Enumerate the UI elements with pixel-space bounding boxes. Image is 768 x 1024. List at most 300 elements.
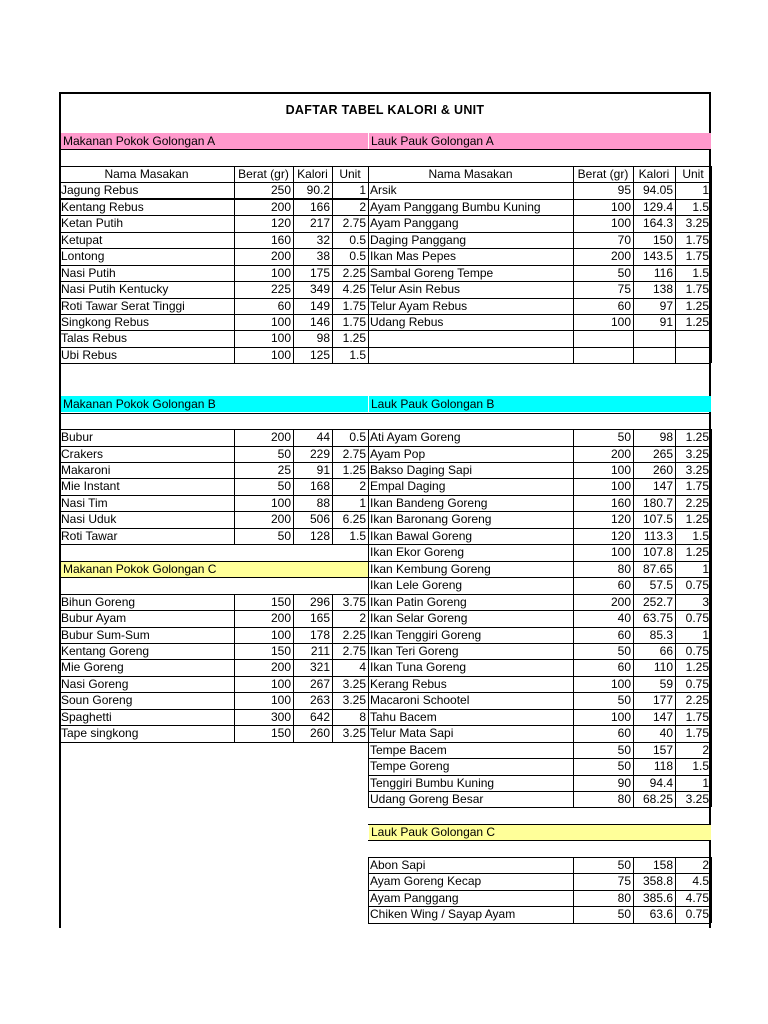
food-name: Ikan Selar Goreng xyxy=(370,611,468,625)
food-unit: 3.25 xyxy=(342,726,366,740)
food-weight: 60 xyxy=(617,726,631,740)
food-unit: 0.75 xyxy=(685,677,709,691)
food-calories: 44 xyxy=(316,430,330,444)
food-unit: 4.25 xyxy=(342,282,366,296)
grid-line-horizontal xyxy=(59,676,368,677)
grid-line-horizontal xyxy=(368,890,711,891)
food-unit: 1.25 xyxy=(685,299,709,313)
grid-line-horizontal xyxy=(59,199,368,200)
food-name: Mie Instant xyxy=(61,479,120,493)
grid-line-horizontal xyxy=(368,265,711,266)
food-name: Tape singkong xyxy=(61,726,139,740)
food-weight: 100 xyxy=(270,677,291,691)
grid-line-horizontal xyxy=(61,577,368,578)
grid-line-horizontal xyxy=(368,199,711,200)
food-name: Singkong Rebus xyxy=(61,315,150,329)
food-calories: 211 xyxy=(310,644,330,658)
food-unit: 1 xyxy=(702,183,709,197)
food-name: Arsik xyxy=(370,183,397,197)
food-weight: 70 xyxy=(617,233,631,247)
food-weight: 75 xyxy=(617,874,631,888)
grid-line-horizontal xyxy=(368,330,711,331)
food-weight: 60 xyxy=(617,660,631,674)
grid-line-vertical xyxy=(573,857,574,923)
grid-line-horizontal xyxy=(368,824,711,825)
food-name: Ikan Baronang Goreng xyxy=(370,512,492,526)
food-calories: 252.7 xyxy=(642,595,673,609)
food-name: Ikan Kembung Goreng xyxy=(370,562,491,576)
food-unit: 3.25 xyxy=(685,463,709,477)
food-weight: 95 xyxy=(617,183,631,197)
food-name: Ikan Patin Goreng xyxy=(370,595,467,609)
grid-line-horizontal xyxy=(368,314,711,315)
food-weight: 100 xyxy=(270,315,291,329)
food-weight: 50 xyxy=(617,858,631,872)
grid-line-horizontal xyxy=(59,314,368,315)
food-calories: 168 xyxy=(309,479,330,493)
food-calories: 125 xyxy=(309,348,330,362)
food-weight: 225 xyxy=(270,282,291,296)
food-calories: 107.8 xyxy=(642,545,673,559)
food-name: Macaroni Schootel xyxy=(370,693,470,707)
grid-line-horizontal xyxy=(59,725,368,726)
grid-line-horizontal xyxy=(368,511,711,512)
food-calories: 143.5 xyxy=(642,249,673,263)
food-unit: 3.25 xyxy=(342,677,366,691)
food-unit: 1.75 xyxy=(342,299,366,313)
food-calories: 267 xyxy=(309,677,330,691)
food-calories: 147 xyxy=(652,710,673,724)
food-weight: 80 xyxy=(617,891,631,905)
food-weight: 100 xyxy=(610,479,631,493)
column-header-name: Nama Masakan xyxy=(104,167,189,181)
food-unit: 1 xyxy=(702,628,709,642)
food-unit: 0.75 xyxy=(685,907,709,921)
food-calories: 63.6 xyxy=(649,907,673,921)
grid-line-horizontal xyxy=(368,692,711,693)
grid-line-vertical xyxy=(368,429,369,807)
food-name: Nasi Uduk xyxy=(61,512,117,526)
food-weight: 100 xyxy=(270,266,291,280)
food-name: Tempe Goreng xyxy=(370,759,450,773)
food-unit: 1.5 xyxy=(349,348,366,362)
food-weight: 50 xyxy=(617,693,631,707)
grid-line-vertical xyxy=(711,857,712,923)
food-unit: 0.5 xyxy=(349,249,366,263)
food-weight: 200 xyxy=(270,660,291,674)
grid-line-horizontal xyxy=(368,725,711,726)
food-weight: 160 xyxy=(610,496,631,510)
grid-line-horizontal xyxy=(368,594,711,595)
food-calories: 178 xyxy=(309,628,330,642)
food-calories: 358.8 xyxy=(642,874,673,888)
page-title: DAFTAR TABEL KALORI & UNIT xyxy=(285,103,485,117)
grid-line-vertical xyxy=(293,182,294,363)
food-weight: 160 xyxy=(270,233,291,247)
grid-line-horizontal xyxy=(368,758,711,759)
food-calories: 158 xyxy=(652,858,673,872)
food-weight: 120 xyxy=(610,529,631,543)
grid-line-vertical xyxy=(332,429,333,544)
food-weight: 120 xyxy=(270,216,291,230)
food-unit: 1.75 xyxy=(685,710,709,724)
grid-line-vertical xyxy=(368,166,369,182)
food-name: Ayam Panggang xyxy=(370,891,459,905)
food-weight: 200 xyxy=(270,200,291,214)
food-name: Nasi Goreng xyxy=(61,677,129,691)
grid-line-horizontal xyxy=(59,232,368,233)
food-name: Lontong xyxy=(61,249,105,263)
food-calories: 57.5 xyxy=(649,578,673,592)
food-weight: 150 xyxy=(270,595,291,609)
food-calories: 98 xyxy=(316,331,330,345)
food-name: Roti Tawar xyxy=(61,529,118,543)
food-name: Telur Asin Rebus xyxy=(370,282,461,296)
food-name: Empal Daging xyxy=(370,479,446,493)
food-calories: 260 xyxy=(652,463,673,477)
food-name: Ikan Tenggiri Goreng xyxy=(370,628,482,642)
food-unit: 4 xyxy=(359,660,366,674)
food-unit: 1.25 xyxy=(685,545,709,559)
food-unit: 1.75 xyxy=(685,479,709,493)
grid-line-horizontal xyxy=(368,709,711,710)
grid-line-vertical xyxy=(711,182,712,363)
grid-line-horizontal xyxy=(368,166,711,167)
grid-line-vertical xyxy=(573,182,574,363)
food-calories: 91 xyxy=(659,315,673,329)
grid-line-horizontal xyxy=(61,149,368,150)
grid-line-horizontal xyxy=(368,232,711,233)
food-name: Ikan Mas Pepes xyxy=(370,249,457,263)
food-weight: 100 xyxy=(610,216,631,230)
grid-line-horizontal xyxy=(368,298,711,299)
food-name: Nasi Putih Kentucky xyxy=(61,282,169,296)
food-weight: 60 xyxy=(617,628,631,642)
food-calories: 87.65 xyxy=(642,562,673,576)
food-name: Udang Rebus xyxy=(370,315,444,329)
food-weight: 100 xyxy=(610,200,631,214)
food-name: Chiken Wing / Sayap Ayam xyxy=(370,907,516,921)
grid-line-horizontal xyxy=(61,413,368,414)
grid-line-horizontal xyxy=(368,495,711,496)
grid-line-vertical xyxy=(59,429,60,544)
food-unit: 1.25 xyxy=(342,463,366,477)
column-header-calories: Kalori xyxy=(638,167,670,181)
food-weight: 100 xyxy=(270,348,291,362)
food-weight: 100 xyxy=(270,331,291,345)
food-name: Kerang Rebus xyxy=(370,677,447,691)
group-header: Makanan Pokok Golongan B xyxy=(61,396,368,412)
food-weight: 50 xyxy=(617,759,631,773)
grid-line-vertical xyxy=(59,594,60,742)
food-weight: 80 xyxy=(617,792,631,806)
food-calories: 113.3 xyxy=(643,529,673,543)
food-name: Talas Rebus xyxy=(61,331,128,345)
food-unit: 1.5 xyxy=(692,200,709,214)
food-name: Spaghetti xyxy=(61,710,112,724)
grid-line-horizontal xyxy=(59,166,368,167)
grid-line-horizontal xyxy=(59,446,368,447)
grid-line-horizontal xyxy=(368,347,711,348)
food-calories: 166 xyxy=(309,200,330,214)
food-calories: 296 xyxy=(309,595,330,609)
food-name: Ketupat xyxy=(61,233,103,247)
grid-line-horizontal xyxy=(59,478,368,479)
food-unit: 1.25 xyxy=(685,512,709,526)
grid-line-vertical xyxy=(633,857,634,923)
food-unit: 3.25 xyxy=(685,792,709,806)
food-weight: 200 xyxy=(270,512,291,526)
grid-line-horizontal xyxy=(368,906,711,907)
grid-line-horizontal xyxy=(59,610,368,611)
grid-line-horizontal xyxy=(61,561,368,562)
food-unit: 1 xyxy=(702,776,709,790)
food-name: Kentang Goreng xyxy=(61,644,150,658)
food-unit: 2 xyxy=(359,479,366,493)
food-unit: 2.75 xyxy=(342,447,366,461)
food-calories: 180.7 xyxy=(642,496,673,510)
food-unit: 1.25 xyxy=(685,660,709,674)
food-name: Tenggiri Bumbu Kuning xyxy=(370,776,495,790)
food-calories: 177 xyxy=(652,693,673,707)
food-weight: 50 xyxy=(277,479,291,493)
group-header: Makanan Pokok Golongan C xyxy=(61,561,368,577)
grid-line-horizontal xyxy=(59,330,368,331)
food-weight: 200 xyxy=(270,430,291,444)
food-name: Ubi Rebus xyxy=(61,348,118,362)
grid-line-horizontal xyxy=(368,923,711,924)
food-calories: 157 xyxy=(652,743,673,757)
food-weight: 90 xyxy=(617,776,631,790)
grid-line-vertical xyxy=(368,182,369,363)
food-unit: 3.25 xyxy=(685,216,709,230)
column-header-unit: Unit xyxy=(339,167,361,181)
food-name: Ketan Putih xyxy=(61,216,124,230)
grid-line-vertical xyxy=(234,429,235,544)
food-calories: 97 xyxy=(659,299,673,313)
grid-line-horizontal xyxy=(59,594,368,595)
food-unit: 1.5 xyxy=(692,529,709,543)
food-weight: 300 xyxy=(270,710,291,724)
food-calories: 66 xyxy=(659,644,673,658)
grid-line-vertical xyxy=(675,166,676,182)
food-weight: 75 xyxy=(617,282,631,296)
food-weight: 60 xyxy=(617,578,631,592)
food-name: Ikan Bawal Goreng xyxy=(370,529,473,543)
grid-line-vertical xyxy=(675,857,676,923)
grid-line-horizontal xyxy=(59,528,368,529)
food-weight: 200 xyxy=(610,447,631,461)
food-weight: 150 xyxy=(270,644,291,658)
food-weight: 50 xyxy=(617,907,631,921)
food-unit: 1 xyxy=(359,183,366,197)
grid-line-horizontal xyxy=(368,775,711,776)
grid-line-horizontal xyxy=(368,742,711,743)
food-weight: 50 xyxy=(617,430,631,444)
food-unit: 4.5 xyxy=(692,874,709,888)
group-header: Lauk Pauk Golongan B xyxy=(369,396,711,412)
food-name: Ati Ayam Goreng xyxy=(370,430,461,444)
food-name: Bubur Ayam xyxy=(61,611,127,625)
food-name: Ikan Teri Goreng xyxy=(370,644,459,658)
food-unit: 3 xyxy=(702,595,709,609)
food-calories: 229 xyxy=(309,447,330,461)
grid-line-vertical xyxy=(293,429,294,544)
food-calories: 90.2 xyxy=(306,183,330,197)
grid-line-horizontal xyxy=(59,643,368,644)
food-weight: 50 xyxy=(617,644,631,658)
food-name: Ayam Panggang Bumbu Kuning xyxy=(370,200,541,214)
grid-line-horizontal xyxy=(368,873,711,874)
food-weight: 200 xyxy=(270,611,291,625)
grid-line-vertical xyxy=(633,166,634,182)
food-calories: 38 xyxy=(316,249,330,263)
food-calories: 260 xyxy=(309,726,330,740)
food-name: Kentang Rebus xyxy=(61,200,144,214)
grid-line-vertical xyxy=(293,594,294,742)
food-calories: 116 xyxy=(653,266,673,280)
food-unit: 1 xyxy=(702,562,709,576)
column-header-weight: Berat (gr) xyxy=(238,167,289,181)
grid-line-horizontal xyxy=(368,478,711,479)
food-calories: 165 xyxy=(309,611,330,625)
food-calories: 107.5 xyxy=(642,512,673,526)
grid-line-horizontal xyxy=(368,429,711,430)
food-name: Abon Sapi xyxy=(370,858,426,872)
food-unit: 3.25 xyxy=(342,693,366,707)
food-unit: 1.25 xyxy=(342,331,366,345)
food-unit: 0.5 xyxy=(349,233,366,247)
food-weight: 25 xyxy=(277,463,291,477)
food-name: Daging Panggang xyxy=(370,233,467,247)
food-calories: 129.4 xyxy=(642,200,673,214)
food-unit: 2.25 xyxy=(342,628,366,642)
food-unit: 1.25 xyxy=(685,430,709,444)
food-unit: 1.75 xyxy=(342,315,366,329)
food-name: Mie Goreng xyxy=(61,660,124,674)
grid-line-horizontal xyxy=(368,248,711,249)
food-name: Telur Mata Sapi xyxy=(370,726,454,740)
grid-line-vertical xyxy=(234,594,235,742)
food-unit: 2.25 xyxy=(342,266,366,280)
food-calories: 91 xyxy=(316,463,330,477)
grid-line-horizontal xyxy=(59,265,368,266)
food-name: Tempe Bacem xyxy=(370,743,447,757)
grid-line-horizontal xyxy=(59,429,368,430)
food-unit: 2 xyxy=(702,858,709,872)
food-unit: 0.75 xyxy=(685,644,709,658)
food-name: Roti Tawar Serat Tinggi xyxy=(61,299,185,313)
group-header: Lauk Pauk Golongan A xyxy=(369,133,711,149)
grid-line-horizontal xyxy=(368,610,711,611)
food-calories: 118 xyxy=(653,759,673,773)
grid-line-vertical xyxy=(573,429,574,807)
grid-line-vertical xyxy=(234,166,235,182)
food-weight: 50 xyxy=(617,743,631,757)
grid-line-horizontal xyxy=(59,627,368,628)
food-calories: 149 xyxy=(309,299,330,313)
grid-line-horizontal xyxy=(59,347,368,348)
food-unit: 4.75 xyxy=(685,891,709,905)
food-weight: 100 xyxy=(610,315,631,329)
food-calories: 349 xyxy=(309,282,330,296)
grid-line-vertical xyxy=(59,182,60,363)
grid-line-horizontal xyxy=(368,791,711,792)
food-calories: 164.3 xyxy=(642,216,673,230)
grid-line-horizontal xyxy=(368,676,711,677)
food-weight: 40 xyxy=(617,611,631,625)
grid-line-vertical xyxy=(633,429,634,807)
food-name: Bubur xyxy=(61,430,94,444)
food-weight: 50 xyxy=(277,447,291,461)
food-name: Makaroni xyxy=(61,463,111,477)
food-calories: 146 xyxy=(309,315,330,329)
grid-line-horizontal xyxy=(368,561,711,562)
grid-line-horizontal xyxy=(368,544,711,545)
grid-line-horizontal xyxy=(368,182,711,183)
food-weight: 250 xyxy=(270,183,291,197)
grid-line-horizontal xyxy=(59,298,368,299)
food-name: Ayam Goreng Kecap xyxy=(370,874,482,888)
grid-line-horizontal xyxy=(59,248,368,249)
food-weight: 60 xyxy=(617,299,631,313)
food-name: Ikan Bandeng Goreng xyxy=(370,496,488,510)
food-weight: 50 xyxy=(617,266,631,280)
food-calories: 59 xyxy=(659,677,673,691)
grid-line-horizontal xyxy=(368,659,711,660)
food-weight: 100 xyxy=(270,628,291,642)
food-calories: 32 xyxy=(316,233,330,247)
grid-line-horizontal xyxy=(368,577,711,578)
column-header-unit: Unit xyxy=(682,167,704,181)
food-calories: 98 xyxy=(659,430,673,444)
food-calories: 217 xyxy=(309,216,330,230)
food-name: Ikan Lele Goreng xyxy=(370,578,463,592)
grid-line-vertical xyxy=(675,182,676,363)
group-header: Lauk Pauk Golongan C xyxy=(369,824,711,840)
food-calories: 150 xyxy=(652,233,673,247)
grid-line-horizontal xyxy=(59,281,368,282)
food-calories: 85.3 xyxy=(649,628,673,642)
food-unit: 2.75 xyxy=(342,216,366,230)
grid-line-horizontal xyxy=(368,643,711,644)
grid-line-horizontal xyxy=(59,495,368,496)
food-name: Bubur Sum-Sum xyxy=(61,628,150,642)
grid-line-vertical xyxy=(59,166,60,182)
food-weight: 100 xyxy=(270,693,291,707)
grid-line-horizontal xyxy=(59,215,368,216)
grid-line-horizontal xyxy=(59,511,368,512)
grid-line-vertical xyxy=(573,166,574,182)
food-calories: 175 xyxy=(309,266,330,280)
food-weight: 200 xyxy=(270,249,291,263)
food-unit: 3.75 xyxy=(342,595,366,609)
food-weight: 120 xyxy=(610,512,631,526)
food-calories: 321 xyxy=(309,660,330,674)
grid-line-horizontal xyxy=(368,149,711,150)
grid-line-horizontal xyxy=(59,363,368,364)
food-weight: 60 xyxy=(277,299,291,313)
food-unit: 1.75 xyxy=(685,726,709,740)
food-calories: 147 xyxy=(652,479,673,493)
food-name: Bakso Daging Sapi xyxy=(370,463,473,477)
grid-line-horizontal xyxy=(59,462,368,463)
food-name: Sambal Goreng Tempe xyxy=(370,266,494,280)
group-header: Makanan Pokok Golongan A xyxy=(61,133,368,149)
grid-line-horizontal xyxy=(368,413,711,414)
food-unit: 2 xyxy=(359,200,366,214)
food-unit: 2 xyxy=(359,611,366,625)
